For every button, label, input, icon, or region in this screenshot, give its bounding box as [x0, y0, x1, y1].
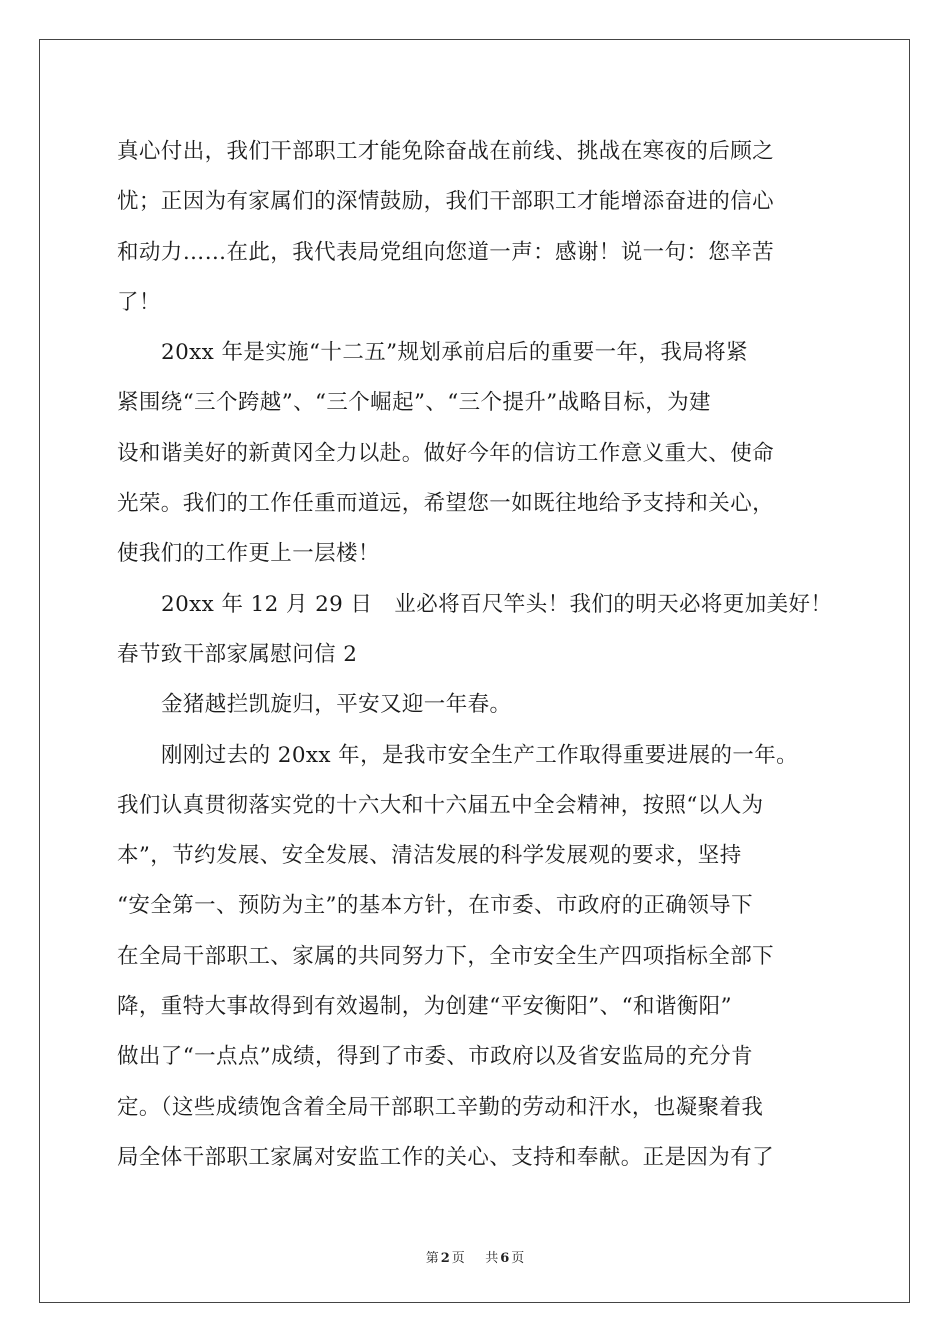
section-title: 春节致干部家属慰问信 2: [117, 641, 358, 667]
text-line: “安全第一、预防为主”的基本方针，在市委、市政府的正确领导下: [117, 893, 753, 919]
text-line: 忧；正因为有家属们的深情鼓励，我们干部职工才能增添奋进的信心: [117, 189, 775, 215]
text-line: 我们认真贯彻落实党的十六大和十六届五中全会精神，按照“以人为: [117, 792, 764, 818]
page-total: 共 6 页: [485, 1251, 525, 1266]
text-line: 定。（这些成绩饱含着全局干部职工辛勤的劳动和汗水，也凝聚着我: [117, 1094, 764, 1120]
text-line: 20xx 年是实施“十二五”规划承前启后的重要一年，我局将紧: [161, 340, 748, 366]
text-line: 降，重特大事故得到有效遏制，为创建“平安衡阳”、“和谐衡阳”: [117, 994, 732, 1020]
page-footer: [0, 1247, 950, 1266]
text-line: 刚刚过去的 20xx 年，是我市安全生产工作取得重要进展的一年。: [161, 742, 799, 768]
text-line: 金猪越拦凯旋归，平安又迎一年春。: [161, 692, 512, 718]
document-body: [117, 127, 837, 1183]
page-number: 第 2 页: [425, 1251, 465, 1266]
text-line: 局全体干部职工家属对安监工作的关心、支持和奉献。正是因为有了: [117, 1144, 775, 1170]
text-line: 紧围绕“三个跨越”、“三个崛起”、“三个提升”战略目标，为建: [117, 390, 711, 416]
text-line: 光荣。我们的工作任重而道远，希望您一如既往地给予支持和关心，: [117, 491, 775, 517]
text-line: 了！: [117, 289, 161, 315]
text-line: 设和谐美好的新黄冈全力以赴。做好今年的信访工作意义重大、使命: [117, 440, 775, 466]
text-line: 做出了“一点点”成绩，得到了市委、市政府以及省安监局的充分肯: [117, 1044, 753, 1070]
date-line: 20xx 年 12 月 29 日 业必将百尺竿头！我们的明天必将更加美好！: [161, 591, 833, 617]
text-line: 使我们的工作更上一层楼！: [117, 541, 380, 567]
text-line: 在全局干部职工、家属的共同努力下，全市安全生产四项指标全部下: [117, 943, 775, 969]
text-line: 真心付出，我们干部职工才能免除奋战在前线、挑战在寒夜的后顾之: [117, 139, 775, 164]
text-line: 本”，节约发展、安全发展、清洁发展的科学发展观的要求，坚持: [117, 843, 742, 869]
text-line: 和动力……在此，我代表局党组向您道一声：感谢！说一句：您辛苦: [117, 239, 775, 265]
